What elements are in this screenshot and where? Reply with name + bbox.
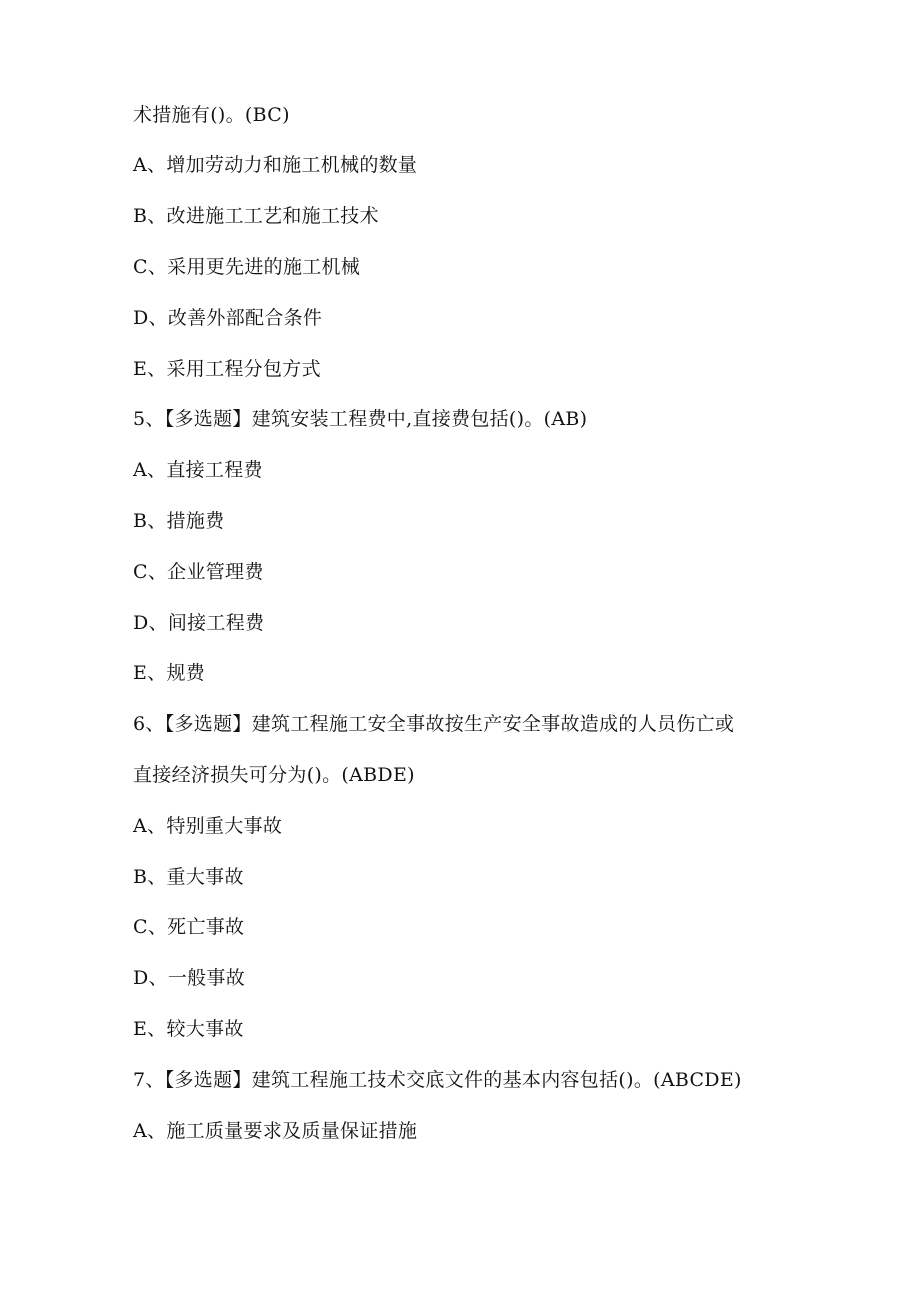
question-5-option-b: B、措施费 xyxy=(133,510,225,532)
question-5-option-e: E、规费 xyxy=(133,662,206,684)
question-6-option-c: C、死亡事故 xyxy=(133,916,245,938)
question-5-option-a: A、直接工程费 xyxy=(133,459,263,481)
question-6-option-d: D、一般事故 xyxy=(133,967,246,989)
question-4-option-e: E、采用工程分包方式 xyxy=(133,358,321,380)
question-6-text: 6、【多选题】建筑工程施工安全事故按生产安全事故造成的人员伤亡或 xyxy=(133,713,735,735)
question-6-option-b: B、重大事故 xyxy=(133,866,244,888)
question-7-text: 7、【多选题】建筑工程施工技术交底文件的基本内容包括()。(ABCDE) xyxy=(133,1069,742,1091)
question-5-option-d: D、间接工程费 xyxy=(133,612,265,634)
question-7-option-a: A、施工质量要求及质量保证措施 xyxy=(133,1120,418,1142)
question-4-text-continuation: 术措施有()。(BC) xyxy=(133,104,290,126)
question-6-text-continuation: 直接经济损失可分为()。(ABDE) xyxy=(133,764,415,786)
question-6-option-a: A、特别重大事故 xyxy=(133,815,283,837)
question-5-option-c: C、企业管理费 xyxy=(133,561,264,583)
question-4-option-c: C、采用更先进的施工机械 xyxy=(133,256,361,278)
question-4-option-a: A、增加劳动力和施工机械的数量 xyxy=(133,154,418,176)
question-5-text: 5、【多选题】建筑安装工程费中,直接费包括()。(AB) xyxy=(133,408,588,430)
question-4-option-d: D、改善外部配合条件 xyxy=(133,307,323,329)
question-6-option-e: E、较大事故 xyxy=(133,1018,244,1040)
question-4-option-b: B、改进施工工艺和施工技术 xyxy=(133,205,379,227)
